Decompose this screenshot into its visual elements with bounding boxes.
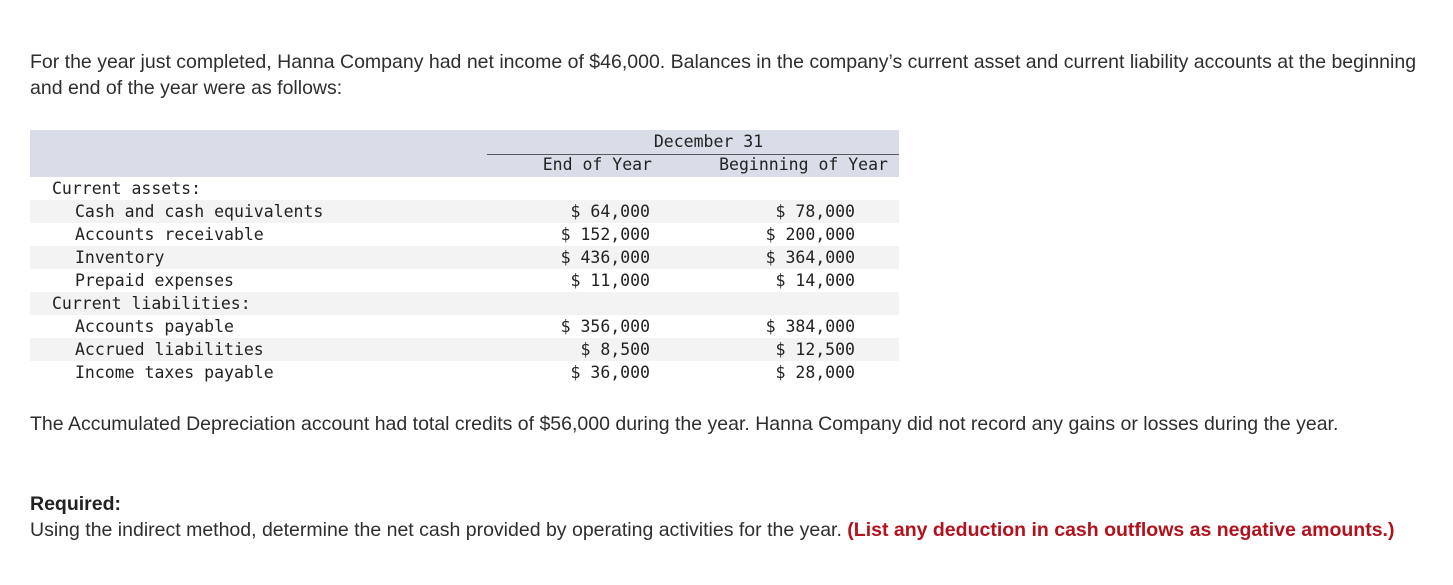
table-row	[30, 223, 899, 246]
row-label: Cash and cash equivalents	[75, 202, 324, 221]
end-value: $ 356,000	[560, 317, 650, 336]
beginning-of-year-header: Beginning of Year	[719, 155, 888, 174]
row-label: Accounts receivable	[75, 225, 264, 244]
end-value: $ 8,500	[580, 340, 650, 359]
end-value: $ 436,000	[560, 248, 650, 267]
table-row	[30, 315, 899, 338]
begin-value: $ 12,500	[775, 340, 855, 359]
table-row	[30, 246, 899, 269]
current-liabilities-label: Current liabilities:	[52, 294, 251, 313]
current-assets-row	[30, 177, 899, 200]
table-row	[30, 269, 899, 292]
table-row	[30, 338, 899, 361]
end-value: $ 11,000	[570, 271, 650, 290]
table-row	[30, 361, 899, 384]
begin-value: $ 364,000	[765, 248, 855, 267]
december-31-header: December 31	[653, 132, 764, 151]
table-row	[30, 200, 899, 223]
row-label: Inventory	[75, 248, 165, 267]
begin-value: $ 14,000	[775, 271, 855, 290]
begin-value: $ 28,000	[775, 363, 855, 382]
row-label: Prepaid expenses	[75, 271, 234, 290]
required-heading: Required:	[30, 493, 122, 515]
end-value: $ 64,000	[570, 202, 650, 221]
begin-value: $ 78,000	[775, 202, 855, 221]
row-label: Income taxes payable	[75, 363, 274, 382]
begin-value: $ 384,000	[765, 317, 855, 336]
table-header	[30, 130, 899, 177]
end-of-year-header: End of Year	[542, 155, 652, 174]
begin-value: $ 200,000	[765, 225, 855, 244]
end-value: $ 36,000	[570, 363, 650, 382]
end-value: $ 152,000	[560, 225, 650, 244]
required-paragraph	[30, 517, 1445, 543]
row-label: Accrued liabilities	[75, 340, 264, 359]
required-emphasis: (List any deduction in cash outflows as negative amounts.)	[847, 519, 1395, 541]
required-text: Using the indirect method, determine the net cash provided by operating activities for the year.	[30, 519, 842, 541]
row-label: Accounts payable	[75, 317, 234, 336]
current-liabilities-row	[30, 292, 899, 315]
accumulated-depreciation-paragraph: The Accumulated Depreciation account had total credits of $56,000 during the year. Hanna Company did not record any gains or losses during the year.	[30, 413, 1339, 435]
current-assets-label: Current assets:	[52, 179, 202, 198]
intro-paragraph: For the year just completed, Hanna Company had net income of $46,000. Balances in the company’s current asset and current liability accounts at the beginning and end of the year were as follows:	[30, 51, 1417, 99]
